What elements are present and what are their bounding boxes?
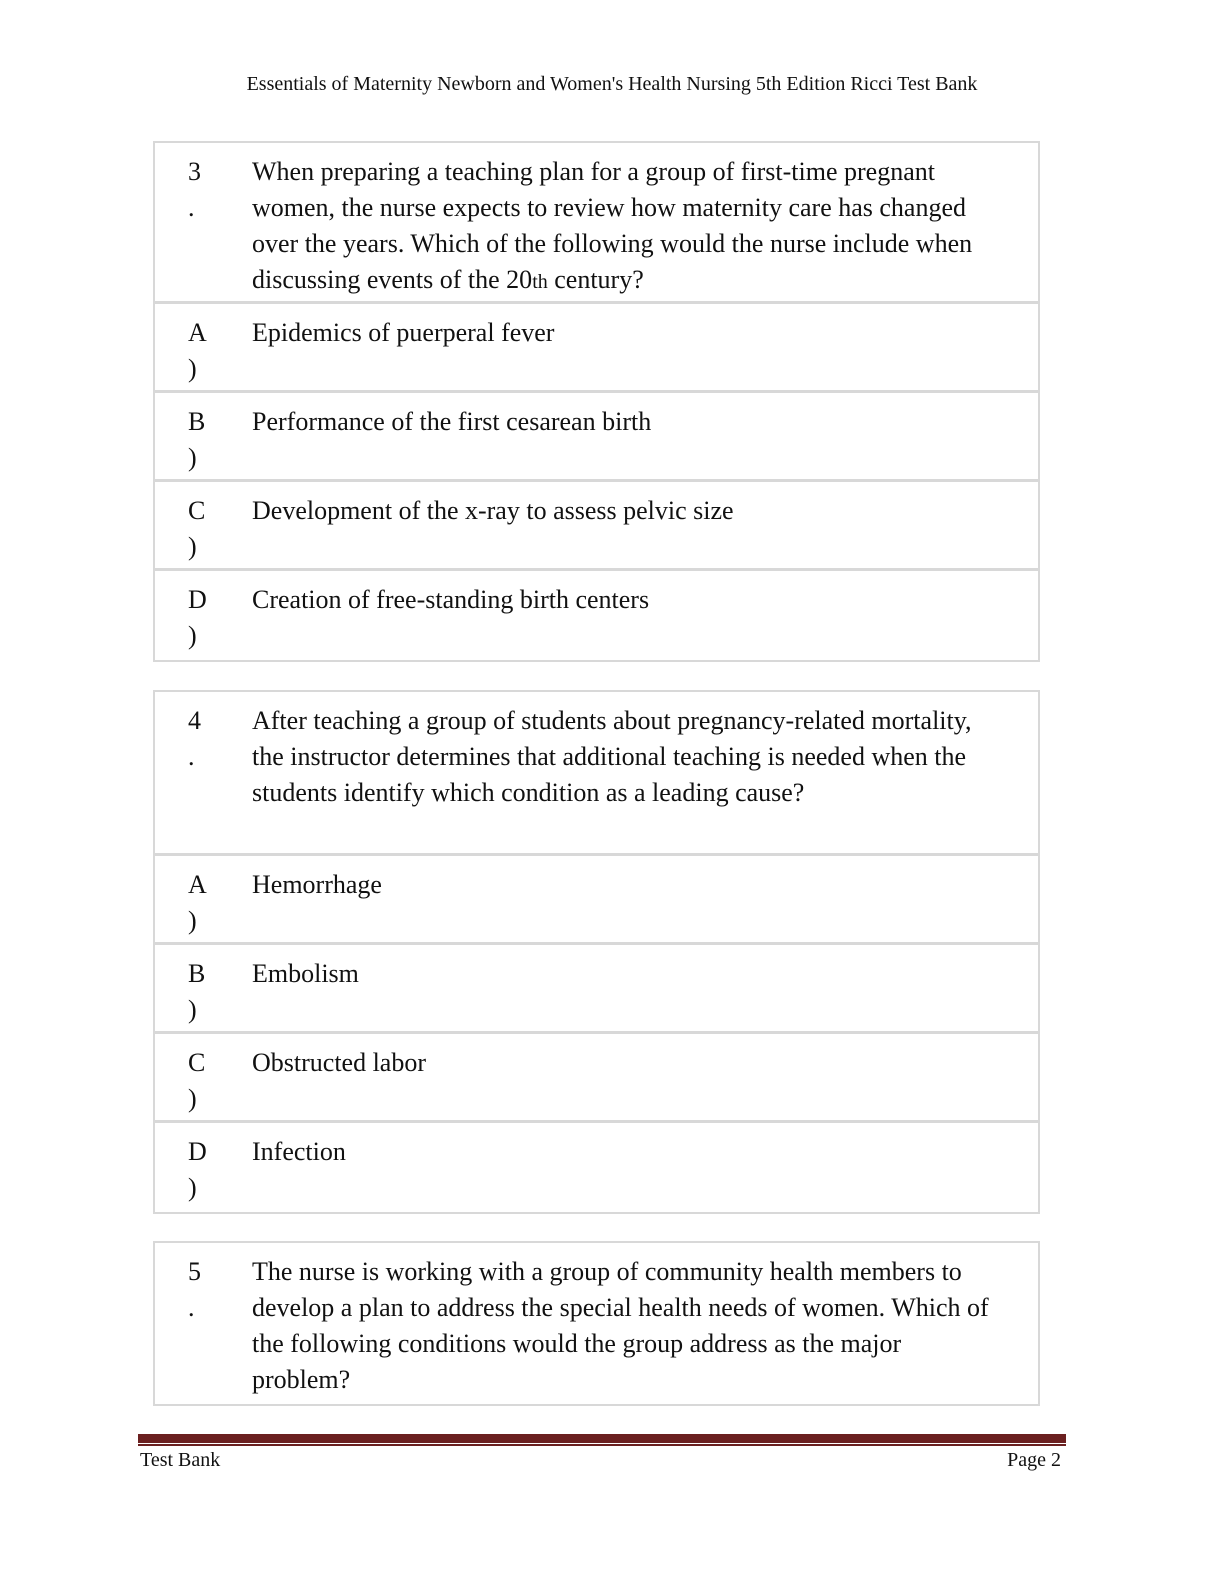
option-letter-char: A [188,870,207,899]
option-text: Development of the x-ray to assess pelvic size [252,496,734,525]
question-text: After teaching a group of students about pregnancy-related mortality, the instructor determines that additional teaching is needed when the students identify which condition as a leading cause? [252,706,972,807]
option-letter [155,393,235,479]
option-letter-char: C [188,496,206,525]
question-number [155,143,235,301]
option-row-a[interactable] [155,856,1038,945]
question-number-dot: . [188,742,195,771]
option-letter-char: B [188,959,206,988]
option-row-c[interactable] [155,482,1038,571]
footer-rule [138,1434,1066,1443]
option-letter-paren: ) [188,1084,197,1113]
option-text: Creation of free-standing birth centers [252,585,650,614]
option-letter-paren: ) [188,1173,197,1202]
page-header-title: Essentials of Maternity Newborn and Women's Health Nursing 5th Edition Ricci Test Bank [246,73,978,95]
option-letter-paren: ) [188,995,197,1024]
option-letter-char: D [188,585,207,614]
footer-left-label: Test Bank [140,1449,221,1471]
question-table-4 [153,690,1040,1214]
question-row [155,692,1038,856]
option-letter [155,304,235,390]
option-text: Hemorrhage [252,870,382,899]
option-text: Infection [252,1137,346,1166]
question-row [155,1243,1038,1404]
option-letter [155,571,235,660]
question-text-end: century? [547,265,644,294]
option-letter-char: A [188,318,207,347]
question-number-digit: 5 [188,1257,201,1286]
option-letter-char: B [188,407,206,436]
question-number-digit: 4 [188,706,201,735]
footer-page-number: Page 2 [1007,1449,1061,1471]
option-letter [155,1123,235,1212]
option-row-d[interactable] [155,1123,1038,1212]
question-number-digit: 3 [188,157,201,186]
question-text [235,143,1038,301]
option-letter [155,1034,235,1120]
question-table-3 [153,141,1040,662]
option-letter-char: D [188,1137,207,1166]
option-letter [155,482,235,568]
option-letter-paren: ) [188,354,197,383]
question-number [155,1243,235,1404]
question-text-main: When preparing a teaching plan for a group of first-time pregnant women, the nurse expects to review how maternity care has changed over the years. Which of the following would the nurse include when discussing events of the 20 [252,157,973,294]
option-row-a[interactable] [155,304,1038,393]
option-text: Obstructed labor [252,1048,427,1077]
option-letter-paren: ) [188,532,197,561]
question-table-5 [153,1241,1040,1406]
footer-rule-thin [138,1444,1066,1446]
option-letter-paren: ) [188,906,197,935]
option-letter-char: C [188,1048,206,1077]
question-text: The nurse is working with a group of community health members to develop a plan to address the special health needs of women. Which of the following conditions would the group address as the major problem? [252,1257,989,1394]
option-row-b[interactable] [155,393,1038,482]
question-number [155,692,235,853]
question-number-dot: . [188,1293,195,1322]
option-row-c[interactable] [155,1034,1038,1123]
option-row-b[interactable] [155,945,1038,1034]
question-text-ordinal-suffix: th [532,271,548,293]
option-row-d[interactable] [155,571,1038,660]
option-letter-paren: ) [188,621,197,650]
option-text: Embolism [252,959,359,988]
option-letter-paren: ) [188,443,197,472]
question-number-dot: . [188,193,195,222]
option-letter [155,945,235,1031]
option-letter [155,856,235,942]
option-text: Epidemics of puerperal fever [252,318,555,347]
option-text: Performance of the first cesarean birth [252,407,652,436]
question-row [155,143,1038,304]
